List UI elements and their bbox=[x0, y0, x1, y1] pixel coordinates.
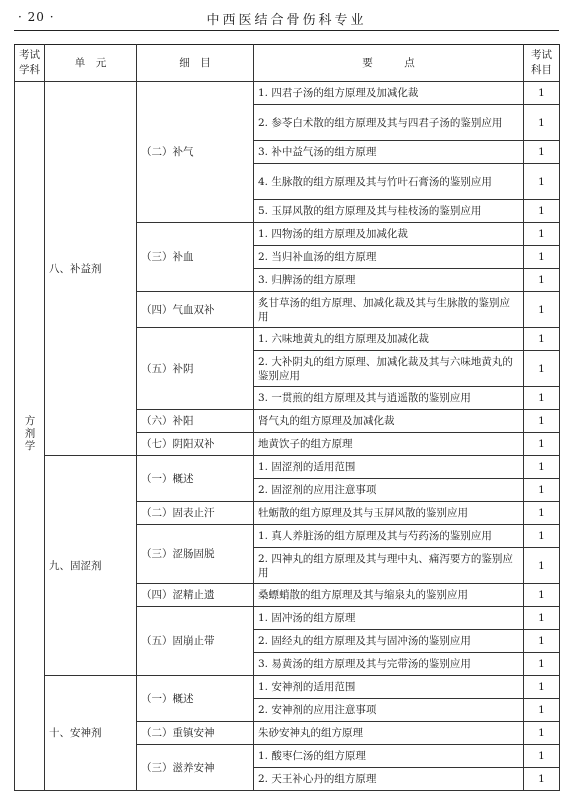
unit-cell: 九、固涩剂 bbox=[45, 456, 137, 676]
unit-cell: 八、补益剂 bbox=[45, 82, 137, 456]
detail-cell: （六）补阳 bbox=[137, 410, 254, 433]
table-row bbox=[15, 82, 560, 105]
level-cell: 1 bbox=[524, 768, 560, 791]
column-header-subject-line: 考试 bbox=[19, 49, 40, 61]
point-cell: 3. 一贯煎的组方原理及其与逍遥散的鉴别应用 bbox=[254, 387, 524, 410]
detail-cell: （一）概述 bbox=[137, 456, 254, 502]
detail-cell: （四）气血双补 bbox=[137, 292, 254, 328]
level-cell: 1 bbox=[524, 548, 560, 584]
level-cell: 1 bbox=[524, 141, 560, 164]
detail-cell: （七）阴阳双补 bbox=[137, 433, 254, 456]
level-cell: 1 bbox=[524, 584, 560, 607]
level-cell: 1 bbox=[524, 653, 560, 676]
point-cell: 3. 归脾汤的组方原理 bbox=[254, 269, 524, 292]
point-cell: 朱砂安神丸的组方原理 bbox=[254, 722, 524, 745]
level-cell: 1 bbox=[524, 745, 560, 768]
table-row bbox=[15, 456, 560, 479]
column-header-level-line: 考试 bbox=[531, 49, 552, 61]
level-cell: 1 bbox=[524, 607, 560, 630]
point-cell: 肾气丸的组方原理及加减化裁 bbox=[254, 410, 524, 433]
level-cell: 1 bbox=[524, 525, 560, 548]
level-cell: 1 bbox=[524, 164, 560, 200]
column-header-unit: 单 元 bbox=[45, 45, 137, 82]
point-cell: 1. 固涩剂的适用范围 bbox=[254, 456, 524, 479]
column-header-level-line: 科目 bbox=[531, 64, 552, 76]
point-cell: 2. 固经丸的组方原理及其与固冲汤的鉴别应用 bbox=[254, 630, 524, 653]
level-cell: 1 bbox=[524, 82, 560, 105]
syllabus-table bbox=[14, 44, 560, 791]
level-cell: 1 bbox=[524, 105, 560, 141]
level-cell: 1 bbox=[524, 722, 560, 745]
column-header-level bbox=[524, 45, 560, 82]
point-cell: 1. 安神剂的适用范围 bbox=[254, 676, 524, 699]
point-cell: 1. 六味地黄丸的组方原理及加减化裁 bbox=[254, 328, 524, 351]
subject-cell bbox=[15, 82, 45, 791]
level-cell: 1 bbox=[524, 479, 560, 502]
point-cell: 2. 四神丸的组方原理及其与理中丸、痛泻要方的鉴别应用 bbox=[254, 548, 524, 584]
level-cell: 1 bbox=[524, 630, 560, 653]
level-cell: 1 bbox=[524, 200, 560, 223]
page-number: · 20 · bbox=[18, 10, 55, 24]
point-cell: 2. 大补阴丸的组方原理、加减化裁及其与六味地黄丸的鉴别应用 bbox=[254, 351, 524, 387]
point-cell: 2. 天王补心丹的组方原理 bbox=[254, 768, 524, 791]
point-cell: 1. 酸枣仁汤的组方原理 bbox=[254, 745, 524, 768]
unit-cell: 十、安神剂 bbox=[45, 676, 137, 791]
level-cell: 1 bbox=[524, 269, 560, 292]
detail-cell: （五）固崩止带 bbox=[137, 607, 254, 676]
point-cell: 1. 四君子汤的组方原理及加减化裁 bbox=[254, 82, 524, 105]
detail-cell: （五）补阴 bbox=[137, 328, 254, 410]
detail-cell: （二）重镇安神 bbox=[137, 722, 254, 745]
subject-label: 方剂学 bbox=[23, 415, 36, 453]
detail-cell: （三）滋养安神 bbox=[137, 745, 254, 791]
detail-cell: （三）补血 bbox=[137, 223, 254, 292]
table-header-row bbox=[15, 45, 560, 82]
point-cell: 1. 四物汤的组方原理及加减化裁 bbox=[254, 223, 524, 246]
level-cell: 1 bbox=[524, 676, 560, 699]
point-cell: 2. 参苓白术散的组方原理及其与四君子汤的鉴别应用 bbox=[254, 105, 524, 141]
point-cell: 2. 当归补血汤的组方原理 bbox=[254, 246, 524, 269]
point-cell: 4. 生脉散的组方原理及其与竹叶石膏汤的鉴别应用 bbox=[254, 164, 524, 200]
level-cell: 1 bbox=[524, 456, 560, 479]
level-cell: 1 bbox=[524, 246, 560, 269]
column-header-detail: 细 目 bbox=[137, 45, 254, 82]
point-cell: 炙甘草汤的组方原理、加减化裁及其与生脉散的鉴别应用 bbox=[254, 292, 524, 328]
level-cell: 1 bbox=[524, 433, 560, 456]
page-title: 中西医结合骨伤科专业 bbox=[206, 13, 367, 28]
detail-cell: （二）固表止汗 bbox=[137, 502, 254, 525]
level-cell: 1 bbox=[524, 387, 560, 410]
header-rule bbox=[14, 30, 559, 31]
level-cell: 1 bbox=[524, 502, 560, 525]
point-cell: 2. 固涩剂的应用注意事项 bbox=[254, 479, 524, 502]
table-body bbox=[15, 82, 560, 791]
page-header bbox=[14, 8, 559, 30]
column-header-subject-line: 学科 bbox=[19, 64, 40, 76]
column-header-point: 要 点 bbox=[254, 45, 524, 82]
detail-cell: （二）补气 bbox=[137, 82, 254, 223]
detail-cell: （三）涩肠固脱 bbox=[137, 525, 254, 584]
point-cell: 地黄饮子的组方原理 bbox=[254, 433, 524, 456]
point-cell: 2. 安神剂的应用注意事项 bbox=[254, 699, 524, 722]
level-cell: 1 bbox=[524, 351, 560, 387]
point-cell: 牡蛎散的组方原理及其与玉屏风散的鉴别应用 bbox=[254, 502, 524, 525]
table-row bbox=[15, 676, 560, 699]
level-cell: 1 bbox=[524, 223, 560, 246]
point-cell: 桑螵蛸散的组方原理及其与缩泉丸的鉴别应用 bbox=[254, 584, 524, 607]
level-cell: 1 bbox=[524, 292, 560, 328]
detail-cell: （一）概述 bbox=[137, 676, 254, 722]
point-cell: 1. 固冲汤的组方原理 bbox=[254, 607, 524, 630]
point-cell: 3. 易黄汤的组方原理及其与完带汤的鉴别应用 bbox=[254, 653, 524, 676]
point-cell: 3. 补中益气汤的组方原理 bbox=[254, 141, 524, 164]
level-cell: 1 bbox=[524, 410, 560, 433]
level-cell: 1 bbox=[524, 328, 560, 351]
detail-cell: （四）涩精止遗 bbox=[137, 584, 254, 607]
point-cell: 5. 玉屏风散的组方原理及其与桂枝汤的鉴别应用 bbox=[254, 200, 524, 223]
level-cell: 1 bbox=[524, 699, 560, 722]
column-header-subject bbox=[15, 45, 45, 82]
point-cell: 1. 真人养脏汤的组方原理及其与芍药汤的鉴别应用 bbox=[254, 525, 524, 548]
